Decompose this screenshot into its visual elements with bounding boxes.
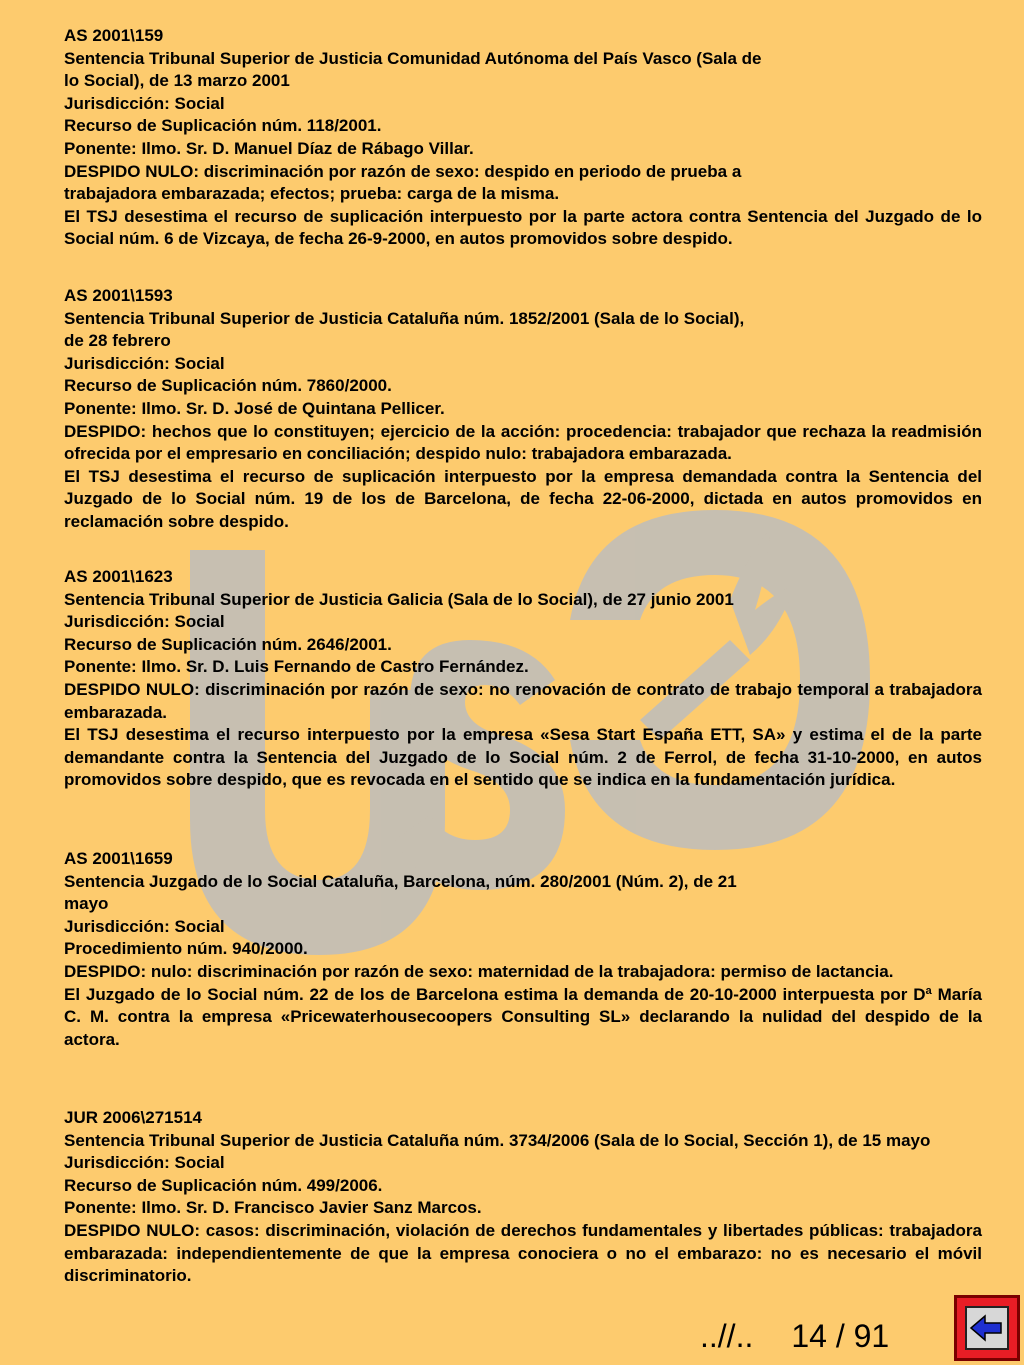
case-title: Sentencia Tribunal Superior de Justicia Cataluña núm. 3734/2006 (Sala de lo Social, Sección 1), de 15 mayo xyxy=(64,1130,931,1150)
case-appeal: Recurso de Suplicación núm. 2646/2001. xyxy=(64,634,392,654)
case-summary: El TSJ desestima el recurso de suplicación interpuesto por la parte actora contra Sentencia del Juzgado de lo Social núm. 6 de Vizcaya, de fecha 26-9-2000, en autos promovidos sobre despido. xyxy=(64,206,982,249)
case-reference: AS 2001\1623 xyxy=(64,567,173,586)
case-summary: El TSJ desestima el recurso interpuesto por la empresa «Sesa Start España ETT, SA» y estima el de la parte demandante contra la Sentencia del Juzgado de lo Social núm. 2 de Ferrol, de fecha 31-10-2000, en autos promovidos sobre despido, que es revocada en el sentido que se indica en la fundamentación jurídica. xyxy=(64,725,982,790)
case-jurisdiction: Jurisdicción: Social xyxy=(64,93,225,113)
case-entry xyxy=(64,25,982,251)
case-appeal: Recurso de Suplicación núm. 7860/2000. xyxy=(64,376,392,396)
case-title: Sentencia Juzgado de lo Social Cataluña, Barcelona, núm. 280/2001 (Núm. 2), de 21 xyxy=(64,871,737,891)
continuation-mark: ..//.. xyxy=(700,1318,754,1354)
case-entry xyxy=(64,848,982,1051)
case-reference: AS 2001\159 xyxy=(64,26,164,45)
page-number: 14 / 91 xyxy=(791,1318,890,1354)
case-title: lo Social), de 13 marzo 2001 xyxy=(64,71,290,91)
case-summary: El Juzgado de lo Social núm. 22 de los de Barcelona estima la demanda de 20-10-2000 interpuesta por Dª María C. M. contra la empresa «Pricewaterhousecoopers Consulting SL» declarando la nulidad del despido de la actora. xyxy=(64,984,982,1049)
case-entry xyxy=(64,1107,982,1288)
case-keywords: DESPIDO NULO: discriminación por razón de sexo: no renovación de contrato de trabajo temporal a trabajadora embarazada. xyxy=(64,679,982,722)
case-keywords: DESPIDO: hechos que lo constituyen; ejercicio de la acción: procedencia: trabajador que rechaza la readmisión ofrecida por el empresario en conciliación; despido nulo: trabajadora embarazada. xyxy=(64,421,982,464)
case-title: de 28 febrero xyxy=(64,331,171,351)
case-jurisdiction: Jurisdicción: Social xyxy=(64,353,225,373)
case-summary: El TSJ desestima el recurso de suplicación interpuesto por la empresa demandada contra la Sentencia del Juzgado de lo Social núm. 19 de los de Barcelona, de fecha 22-06-2000, dictada en autos promovidos en reclamación sobre despido. xyxy=(64,466,982,531)
left-arrow-icon xyxy=(967,1308,1007,1348)
case-title: Sentencia Tribunal Superior de Justicia Galicia (Sala de lo Social), de 27 junio 2001 xyxy=(64,589,734,609)
case-jurisdiction: Jurisdicción: Social xyxy=(64,916,225,936)
back-button-face xyxy=(965,1306,1009,1350)
case-entry xyxy=(64,285,982,534)
case-reference: AS 2001\1593 xyxy=(64,286,173,305)
case-jurisdiction: Jurisdicción: Social xyxy=(64,1153,225,1173)
case-entry xyxy=(64,566,982,792)
case-title: mayo xyxy=(64,894,109,914)
case-appeal: Recurso de Suplicación núm. 499/2006. xyxy=(64,1175,383,1195)
case-title: Sentencia Tribunal Superior de Justicia Comunidad Autónoma del País Vasco (Sala de xyxy=(64,48,762,68)
case-keywords: trabajadora embarazada; efectos; prueba: carga de la misma. xyxy=(64,184,560,204)
case-appeal: Recurso de Suplicación núm. 118/2001. xyxy=(64,116,382,136)
case-rapporteur: Ponente: Ilmo. Sr. D. José de Quintana Pellicer. xyxy=(64,398,445,418)
case-appeal: Procedimiento núm. 940/2000. xyxy=(64,939,308,959)
case-rapporteur: Ponente: Ilmo. Sr. D. Francisco Javier Sanz Marcos. xyxy=(64,1198,482,1218)
page-indicator xyxy=(700,1316,889,1356)
back-button[interactable] xyxy=(954,1295,1020,1361)
case-keywords: DESPIDO NULO: casos: discriminación, violación de derechos fundamentales y libertades públicas: trabajadora embarazada: independientemente de que la empresa conociera o no el embarazo: no es necesario el móvil discriminatorio. xyxy=(64,1220,982,1286)
case-reference: AS 2001\1659 xyxy=(64,849,173,868)
case-jurisdiction: Jurisdicción: Social xyxy=(64,612,225,632)
case-title: Sentencia Tribunal Superior de Justicia Cataluña núm. 1852/2001 (Sala de lo Social), xyxy=(64,308,745,328)
case-keywords: DESPIDO NULO: discriminación por razón de sexo: despido en periodo de prueba a xyxy=(64,161,742,181)
case-rapporteur: Ponente: Ilmo. Sr. D. Luis Fernando de Castro Fernández. xyxy=(64,657,529,677)
case-keywords: DESPIDO: nulo: discriminación por razón de sexo: maternidad de la trabajadora: permiso de lactancia. xyxy=(64,961,894,981)
case-rapporteur: Ponente: Ilmo. Sr. D. Manuel Díaz de Rábago Villar. xyxy=(64,138,474,158)
case-reference: JUR 2006\271514 xyxy=(64,1108,203,1127)
